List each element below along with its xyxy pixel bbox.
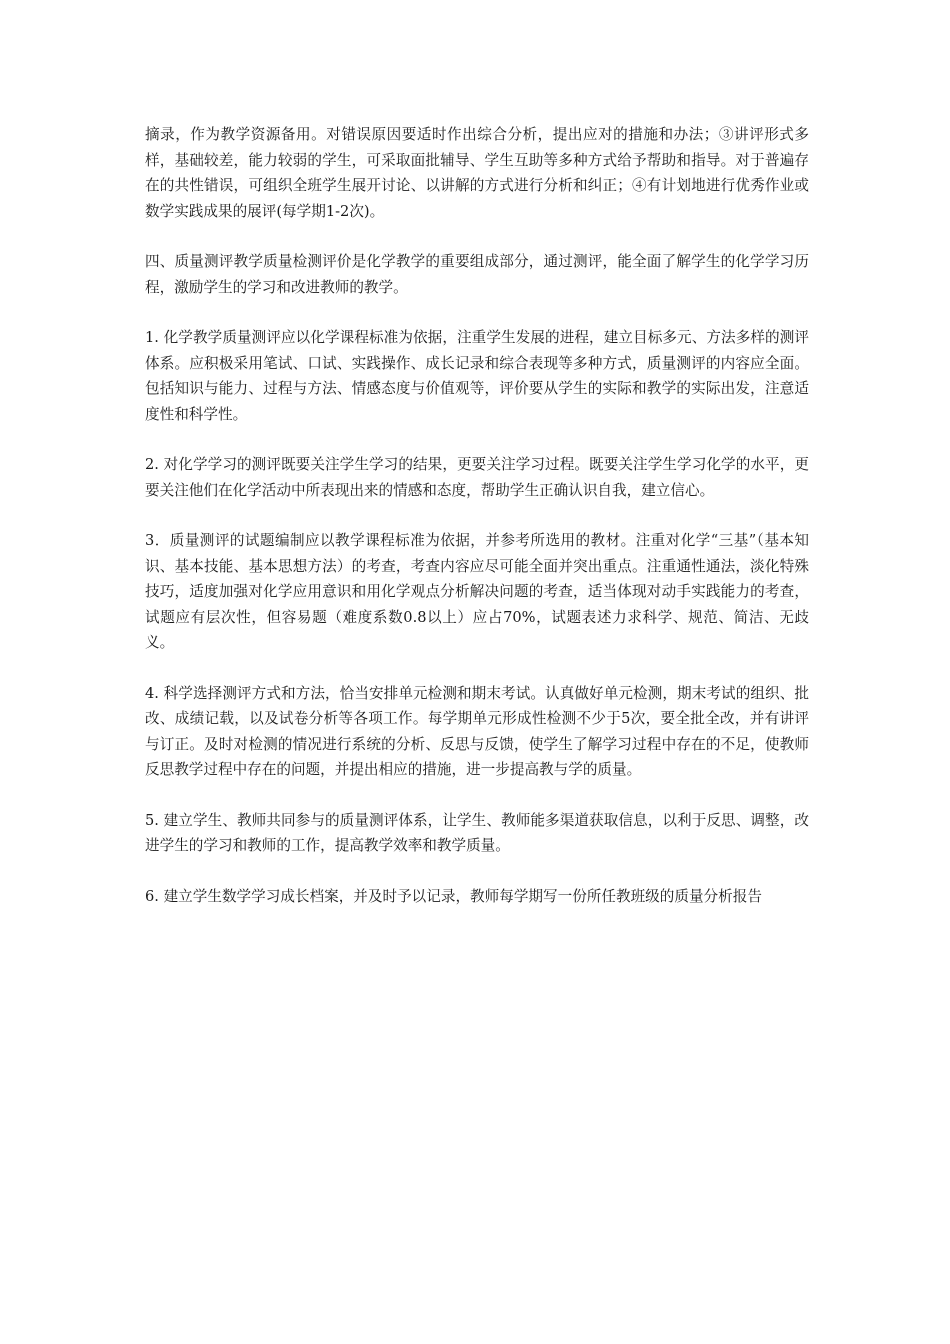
paragraph-item-3: 3．质量测评的试题编制应以教学课程标准为依据，并参考所选用的教材。注重对化学“三基”（基本知识、基本技能、基本思想方法）的考查，考查内容应尽可能全面并突出重点。注重通性通法，淡化特殊技巧，适度加强对化学应用意识和用化学观点分析解决问题的考查，适当体现对动手实践能力的考查，试题应有层次性，但容易题（难度系数0.8以上）应占70%，试题表述力求科学、规范、简洁、无歧义。: [145, 532, 809, 651]
paragraph-item-1: 1. 化学教学质量测评应以化学课程标准为依据，注重学生发展的进程，建立目标多元、方法多样的测评体系。应积极采用笔试、口试、实践操作、成长记录和综合表现等多种方式，质量测评的内容应全面。包括知识与能力、过程与方法、情感态度与价值观等，评价要从学生的实际和教学的实际出发，注意适度性和科学性。: [145, 329, 809, 423]
paragraph-item-6: 6. 建立学生数学学习成长档案，并及时予以记录，教师每学期写一份所任教班级的质量分析报告: [145, 887, 762, 905]
paragraph-item-4: 4. 科学选择测评方式和方法，恰当安排单元检测和期末考试。认真做好单元检测，期末考试的组织、批改、成绩记载，以及试卷分析等各项工作。每学期单元形成性检测不少于5次，要全批全改，并有讲评与订正。及时对检测的情况进行系统的分析、反思与反馈，使学生了解学习过程中存在的不足，使教师反思教学过程中存在的问题，并提出相应的措施，进一步提高教与学的质量。: [145, 684, 809, 778]
document-body: [145, 122, 809, 934]
paragraph-item-5: 5. 建立学生、教师共同参与的质量测评体系，让学生、教师能多渠道获取信息，以利于反思、调整，改进学生的学习和教师的工作，提高教学效率和教学质量。: [145, 811, 809, 854]
paragraph-section-four-heading: 四、质量测评教学质量检测评价是化学教学的重要组成部分，通过测评，能全面了解学生的化学学习历程，激励学生的学习和改进教师的教学。: [145, 253, 809, 296]
paragraph-item-2: 2. 对化学学习的测评既要关注学生学习的结果，更要关注学习过程。既要关注学生学习化学的水平，更要关注他们在化学活动中所表现出来的情感和态度，帮助学生正确认识自我，建立信心。: [145, 456, 809, 499]
paragraph-error-analysis: 摘录，作为教学资源备用。对错误原因要适时作出综合分析，提出应对的措施和办法；③讲评形式多样，基础较差，能力较弱的学生，可采取面批辅导、学生互助等多种方式给予帮助和指导。对于普遍存在的共性错误，可组织全班学生展开讨论、以讲解的方式进行分析和纠正；④有计划地进行优秀作业或数学实践成果的展评(每学期1-2次)。: [145, 126, 809, 220]
